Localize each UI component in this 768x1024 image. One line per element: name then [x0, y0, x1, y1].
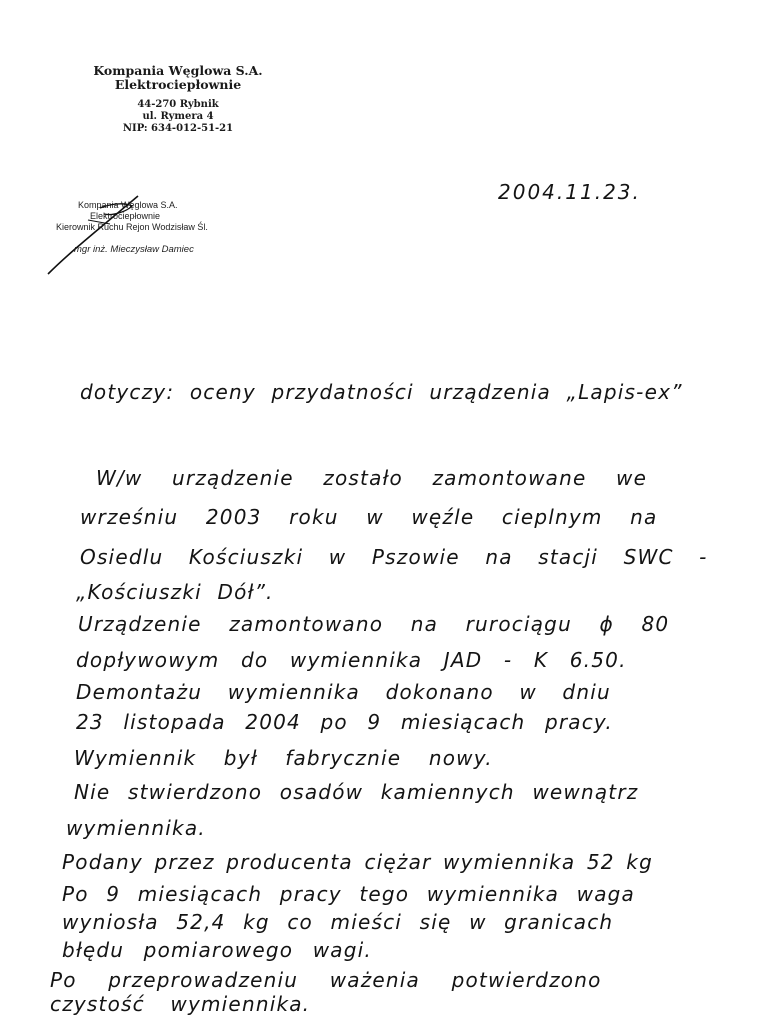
- body-line: W/w urządzenie zostało zamontowane we: [96, 466, 648, 490]
- manager-stamp-name: mgr inż. Mieczysław Damiec: [74, 244, 194, 255]
- handwritten-signature: [40, 190, 150, 280]
- body-line: wrześniu 2003 roku w węźle cieplnym na: [80, 505, 658, 529]
- body-line: czystość wymiennika.: [50, 992, 311, 1016]
- body-line: Po 9 miesiącach pracy tego wymiennika waga: [62, 882, 635, 906]
- manager-stamp-unit: Elektrociepłownie: [90, 211, 161, 221]
- letter-date: 2004.11.23.: [498, 180, 641, 204]
- company-stamp: [88, 64, 268, 135]
- letter-subject: dotyczy: oceny przydatności urządzenia „Lapis-ex”: [80, 380, 683, 404]
- stamp-street: ul. Rymera 4: [142, 111, 214, 122]
- body-line: dopływowym do wymiennika JAD - K 6.50.: [76, 648, 627, 672]
- body-line: wyniosła 52,4 kg co mieści się w granicach: [62, 910, 614, 934]
- body-line: Demontażu wymiennika dokonano w dniu: [76, 680, 611, 704]
- body-line: wymiennika.: [66, 816, 206, 840]
- stamp-nip: NIP: 634-012-51-21: [122, 123, 234, 134]
- stamp-company-name: Kompania Węglowa S.A.: [93, 63, 263, 78]
- body-line: Urządzenie zamontowano na rurociągu ϕ 80: [78, 612, 670, 636]
- body-line: Nie stwierdzono osadów kamiennych wewnątrz: [74, 780, 639, 804]
- body-line: błędu pomiarowego wagi.: [62, 938, 372, 962]
- body-line: Wymiennik był fabrycznie nowy.: [74, 746, 493, 770]
- body-line: 23 listopada 2004 po 9 miesiącach pracy.: [76, 710, 613, 734]
- body-line: Osiedlu Kościuszki w Pszowie na stacji SWC -: [80, 545, 708, 569]
- manager-stamp-company: Kompania Węglowa S.A.: [78, 200, 178, 210]
- stamp-company-unit: Elektrociepłownie: [114, 77, 242, 92]
- body-line: „Kościuszki Dół”.: [76, 580, 274, 604]
- body-line: Podany przez producenta ciężar wymiennika 52 kg: [62, 850, 653, 874]
- manager-stamp-title: Kierownik Ruchu Rejon Wodzisław Śl.: [56, 222, 208, 232]
- stamp-postal-code: 44-270 Rybnik: [137, 99, 219, 110]
- body-line: Po przeprowadzeniu ważenia potwierdzono: [50, 968, 602, 992]
